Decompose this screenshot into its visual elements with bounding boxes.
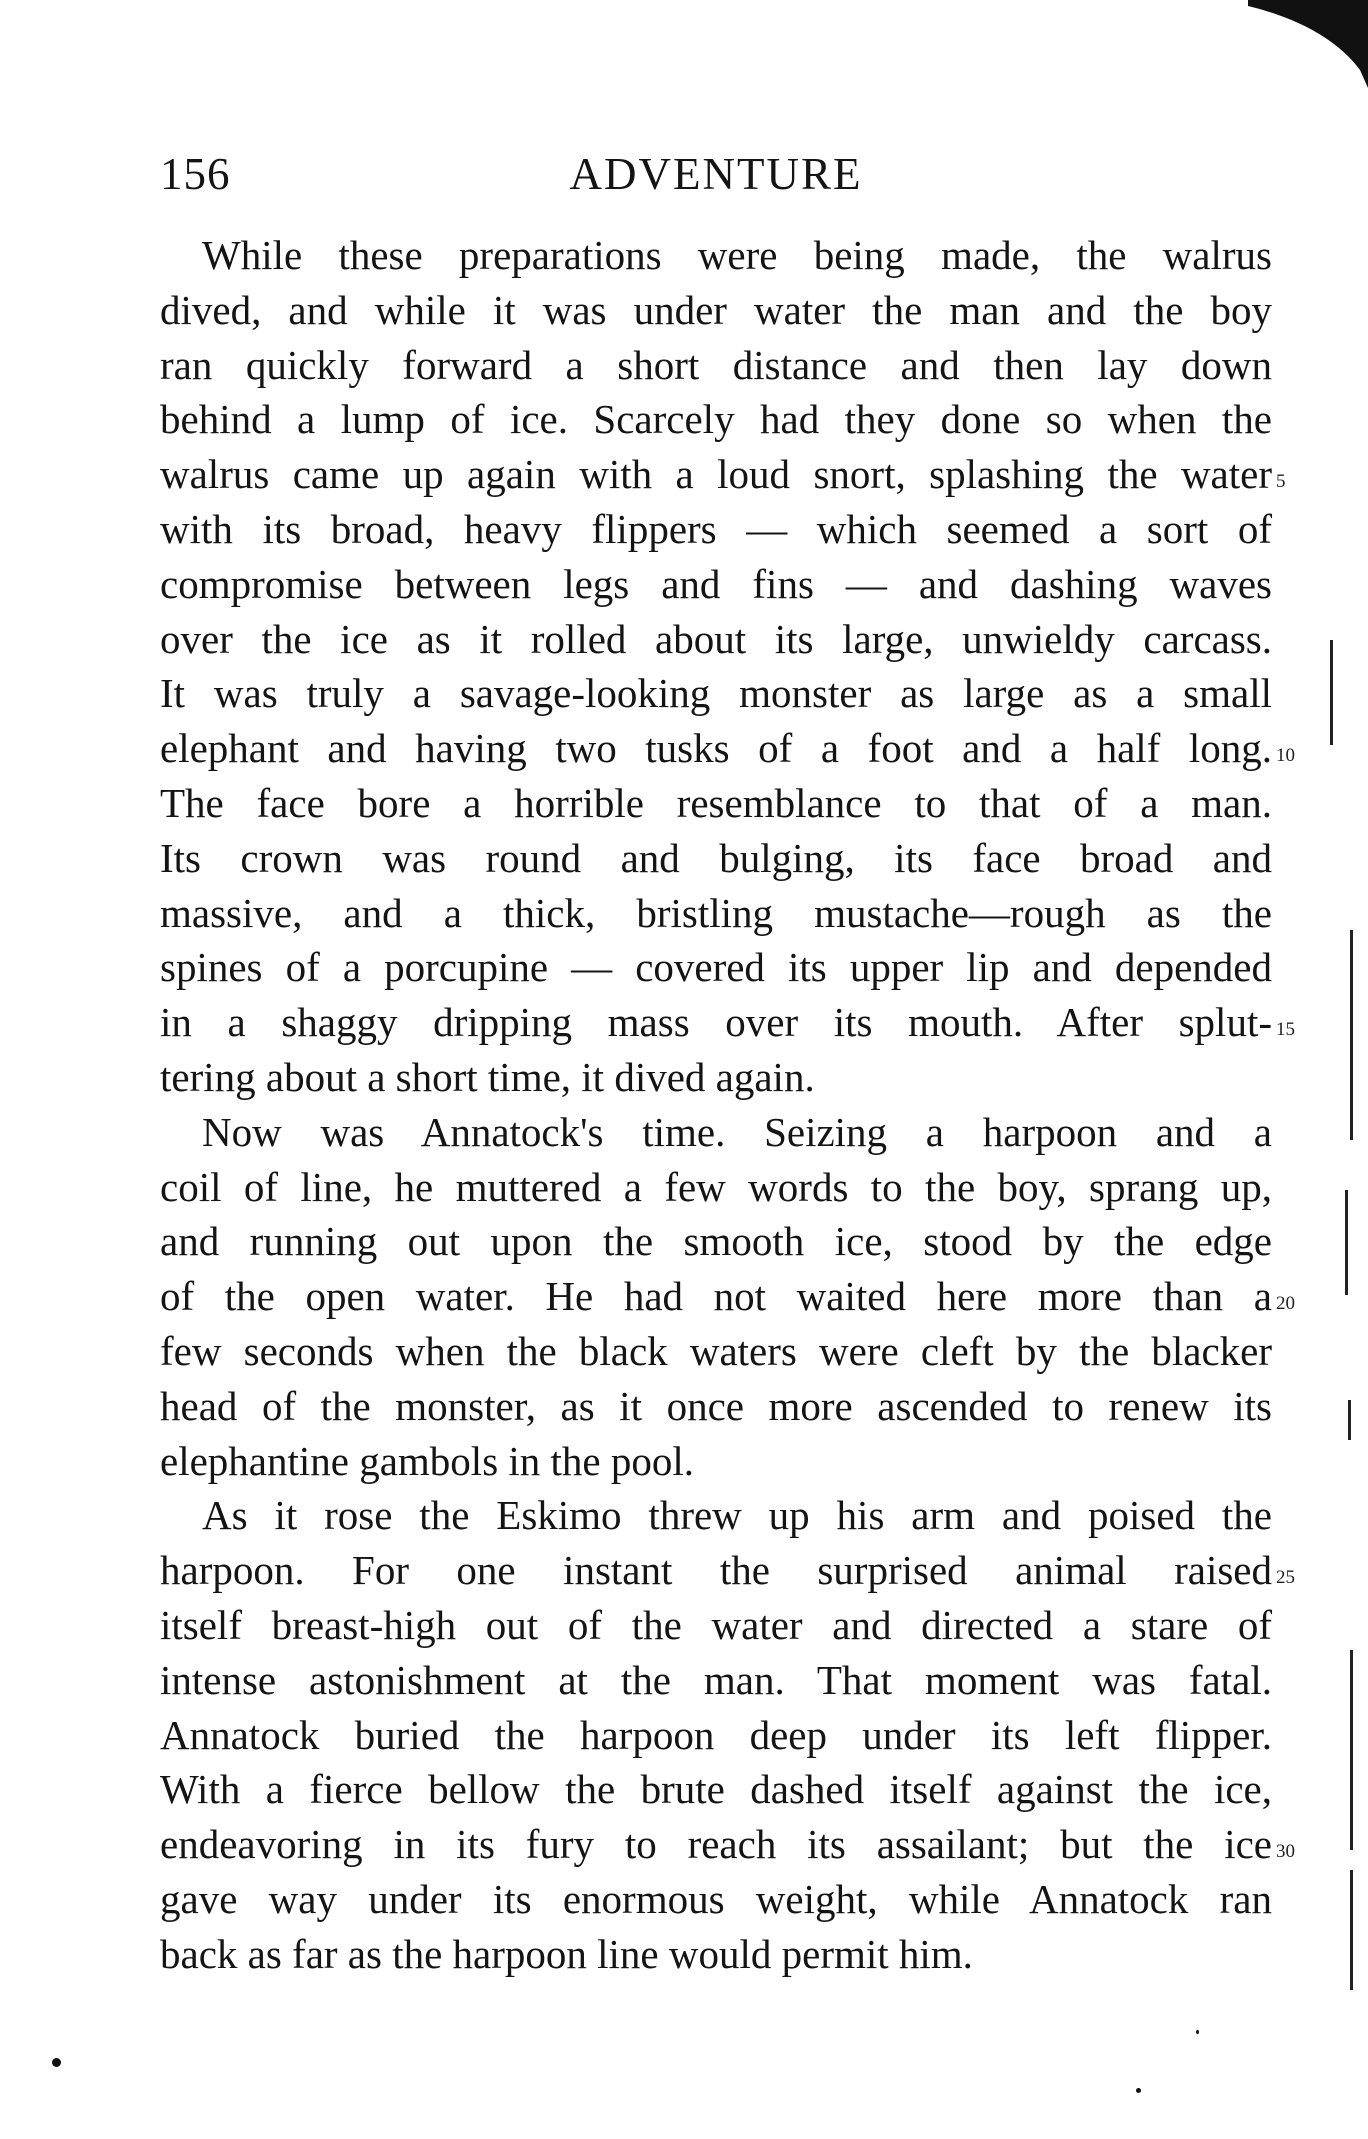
margin-rule <box>1345 1190 1348 1295</box>
line-number: 20 <box>1276 1293 1295 1315</box>
margin-rule <box>1350 1870 1353 1990</box>
text-line: and running out upon the smooth ice, stood by the edge <box>160 1218 1272 1265</box>
text-line: harpoon. For one instant the surprised animal raised <box>160 1547 1272 1594</box>
text-line: intense astonishment at the man. That moment was fatal. <box>160 1656 1272 1703</box>
text-line: elephant and having two tusks of a foot and a half long. <box>160 725 1272 772</box>
line-number: 30 <box>1276 1841 1295 1863</box>
text-line: With a fierce bellow the brute dashed itself against the ice, <box>160 1766 1272 1813</box>
text-line: compromise between legs and fins — and dashing waves <box>160 560 1272 607</box>
text-line: It was truly a savage-looking monster as large as a small <box>160 670 1272 717</box>
text-line: in a shaggy dripping mass over its mouth. After splut- <box>160 999 1272 1046</box>
corner-page-mark <box>1228 0 1368 90</box>
text-line: gave way under its enormous weight, while Annatock ran <box>160 1875 1272 1922</box>
text-line: massive, and a thick, bristling mustache—rough as the <box>160 889 1272 936</box>
text-line: The face bore a horrible resemblance to that of a man. <box>160 779 1272 826</box>
text-line: head of the monster, as it once more ascended to renew its <box>160 1382 1272 1429</box>
text-line: elephantine gambols in the pool. <box>160 1437 695 1484</box>
text-line: coil of line, he muttered a few words to the boy, sprang up, <box>160 1163 1272 1210</box>
text-line: As it rose the Eskimo threw up his arm and poised the <box>202 1492 1272 1539</box>
text-line: of the open water. He had not waited here more than a <box>160 1273 1272 1320</box>
margin-rule <box>1350 930 1353 1140</box>
ink-speck <box>1196 2030 1199 2034</box>
page-header <box>160 148 1272 208</box>
line-number: 10 <box>1276 745 1295 767</box>
text-line: Its crown was round and bulging, its face broad and <box>160 834 1272 881</box>
margin-rule <box>1348 1400 1351 1440</box>
ink-speck <box>1136 2088 1141 2093</box>
body-text <box>160 228 1272 1982</box>
margin-rule <box>1350 1650 1353 1850</box>
text-line: over the ice as it rolled about its large, unwieldy carcass. <box>160 615 1272 662</box>
text-line: Now was Annatock's time. Seizing a harpoon and a <box>202 1108 1272 1155</box>
text-line: behind a lump of ice. Scarcely had they done so when the <box>160 396 1272 443</box>
text-line: While these preparations were being made, the walrus <box>202 232 1272 278</box>
text-line: dived, and while it was under water the man and the boy <box>160 286 1272 333</box>
text-line: walrus came up again with a loud snort, splashing the water <box>160 451 1272 498</box>
text-line: tering about a short time, it dived again. <box>160 1053 815 1100</box>
line-number: 25 <box>1276 1567 1295 1589</box>
ink-speck <box>52 2058 61 2067</box>
running-head: ADVENTURE <box>569 149 863 199</box>
margin-rule <box>1330 640 1333 745</box>
text-line: ran quickly forward a short distance and then lay down <box>160 341 1272 388</box>
text-line: with its broad, heavy flippers — which seemed a sort of <box>160 505 1272 552</box>
line-number: 15 <box>1276 1019 1295 1041</box>
text-line: Annatock buried the harpoon deep under its left flipper. <box>160 1711 1272 1758</box>
text-line: itself breast-high out of the water and directed a stare of <box>160 1601 1272 1648</box>
text-line: endeavoring in its fury to reach its assailant; but the ice <box>160 1821 1272 1868</box>
text-line: spines of a porcupine — covered its upper lip and depended <box>160 944 1272 991</box>
line-number: 5 <box>1276 471 1286 493</box>
text-line: few seconds when the black waters were cleft by the blacker <box>160 1327 1272 1374</box>
text-line: back as far as the harpoon line would permit him. <box>160 1930 973 1977</box>
page-number: 156 <box>160 149 231 199</box>
